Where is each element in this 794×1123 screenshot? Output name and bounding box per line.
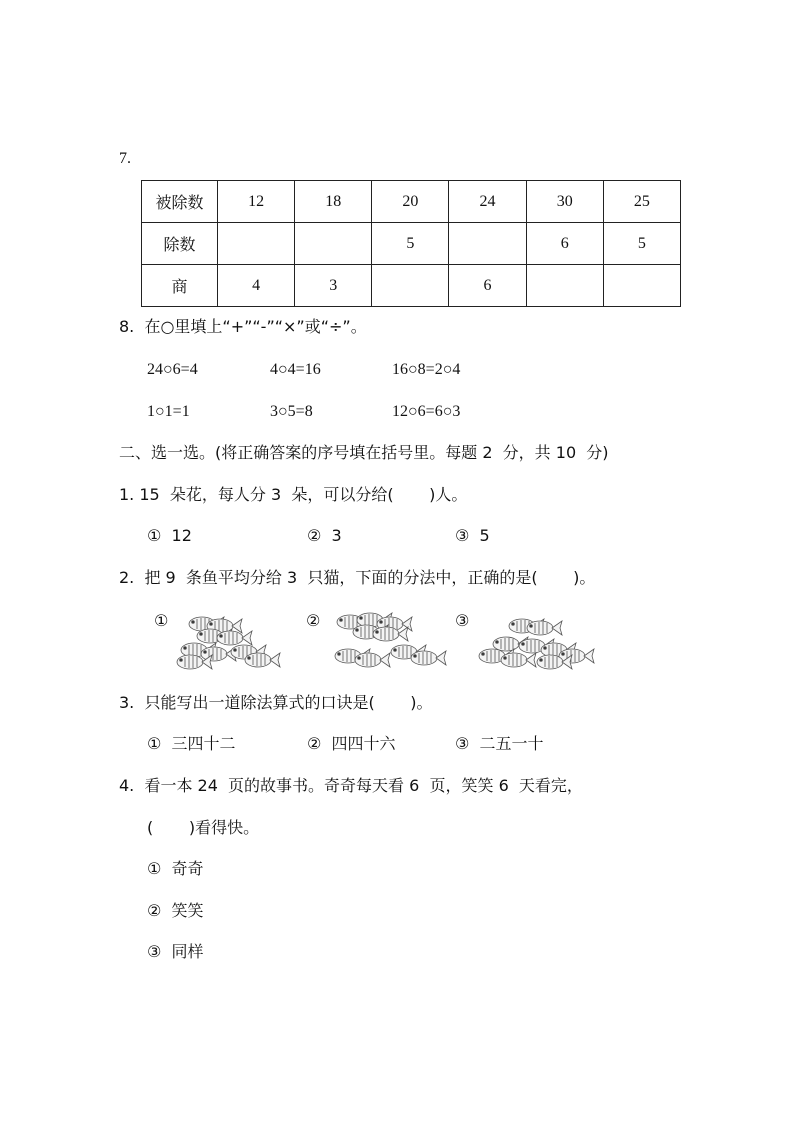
s2q1-option: ③ 5 xyxy=(455,526,490,545)
s2q2-text: 2. 把 9 条鱼平均分给 3 只猫，下面的分法中，正确的是( )。 xyxy=(119,568,596,587)
s2q3-option: ① 三四十二 xyxy=(147,734,236,753)
s2q1-option: ② 3 xyxy=(307,526,342,545)
table-row xyxy=(142,181,681,223)
q8-expression: 4○4=16 xyxy=(270,361,321,378)
table-cell: 5 xyxy=(372,223,449,265)
q8-title: 8. 在○里填上“+”“-”“×”或“÷”。 xyxy=(119,317,367,336)
table-cell: 3 xyxy=(295,265,372,307)
s2q1-text: 1. 15 朵花，每人分 3 朵，可以分给( )人。 xyxy=(119,485,468,504)
table-cell: 18 xyxy=(295,181,372,223)
table-cell: 5 xyxy=(603,223,680,265)
table-header-divisor: 除数 xyxy=(142,223,218,265)
table-header-quotient: 商 xyxy=(142,265,218,307)
s2q4-text-continued: ( )看得快。 xyxy=(147,818,260,837)
s2q1-option: ① 12 xyxy=(147,526,192,545)
fish-icon xyxy=(527,621,562,635)
table-row xyxy=(142,223,681,265)
s2q4-option: ① 奇奇 xyxy=(147,859,204,878)
q8-expression: 16○8=2○4 xyxy=(392,361,461,378)
table-cell: 25 xyxy=(603,181,680,223)
table-cell: 20 xyxy=(372,181,449,223)
table-header-dividend: 被除数 xyxy=(142,181,218,223)
table-cell: 4 xyxy=(218,265,295,307)
q8-expression: 12○6=6○3 xyxy=(392,403,461,420)
table-cell: 30 xyxy=(526,181,603,223)
fish-icon xyxy=(373,627,408,641)
fish-icon xyxy=(411,651,446,665)
fish-icon xyxy=(245,653,280,667)
division-table xyxy=(141,180,681,307)
s2q4-option: ③ 同样 xyxy=(147,942,204,961)
q8-expression: 1○1=1 xyxy=(147,403,190,420)
fish-option-label: ① xyxy=(154,611,169,630)
table-cell xyxy=(603,265,680,307)
s2q4-text: 4. 看一本 24 页的故事书。奇奇每天看 6 页，笑笑 6 天看完， xyxy=(119,776,583,795)
table-cell: 6 xyxy=(526,223,603,265)
fish-illustrations xyxy=(0,608,794,688)
fish-option-label: ② xyxy=(306,611,321,630)
s2q3-option: ③ 二五一十 xyxy=(455,734,544,753)
s2q3-text: 3. 只能写出一道除法算式的口诀是( )。 xyxy=(119,693,433,712)
table-cell xyxy=(372,265,449,307)
s2q4-option: ② 笑笑 xyxy=(147,901,204,920)
table-cell: 24 xyxy=(449,181,526,223)
table-cell xyxy=(218,223,295,265)
fish-option-label: ③ xyxy=(455,611,470,630)
q8-expression: 24○6=4 xyxy=(147,361,198,378)
q7-number: 7. xyxy=(119,150,131,167)
table-cell xyxy=(526,265,603,307)
table-cell: 6 xyxy=(449,265,526,307)
table-cell xyxy=(295,223,372,265)
table-cell xyxy=(449,223,526,265)
section2-heading: 二、选一选。(将正确答案的序号填在括号里。每题 2 分，共 10 分) xyxy=(119,443,609,462)
table-cell: 12 xyxy=(218,181,295,223)
fish-icon xyxy=(501,653,536,667)
table-row xyxy=(142,265,681,307)
s2q3-option: ② 四四十六 xyxy=(307,734,396,753)
q8-expression: 3○5=8 xyxy=(270,403,313,420)
fish-icon xyxy=(217,631,252,645)
fish-icon xyxy=(355,653,390,667)
